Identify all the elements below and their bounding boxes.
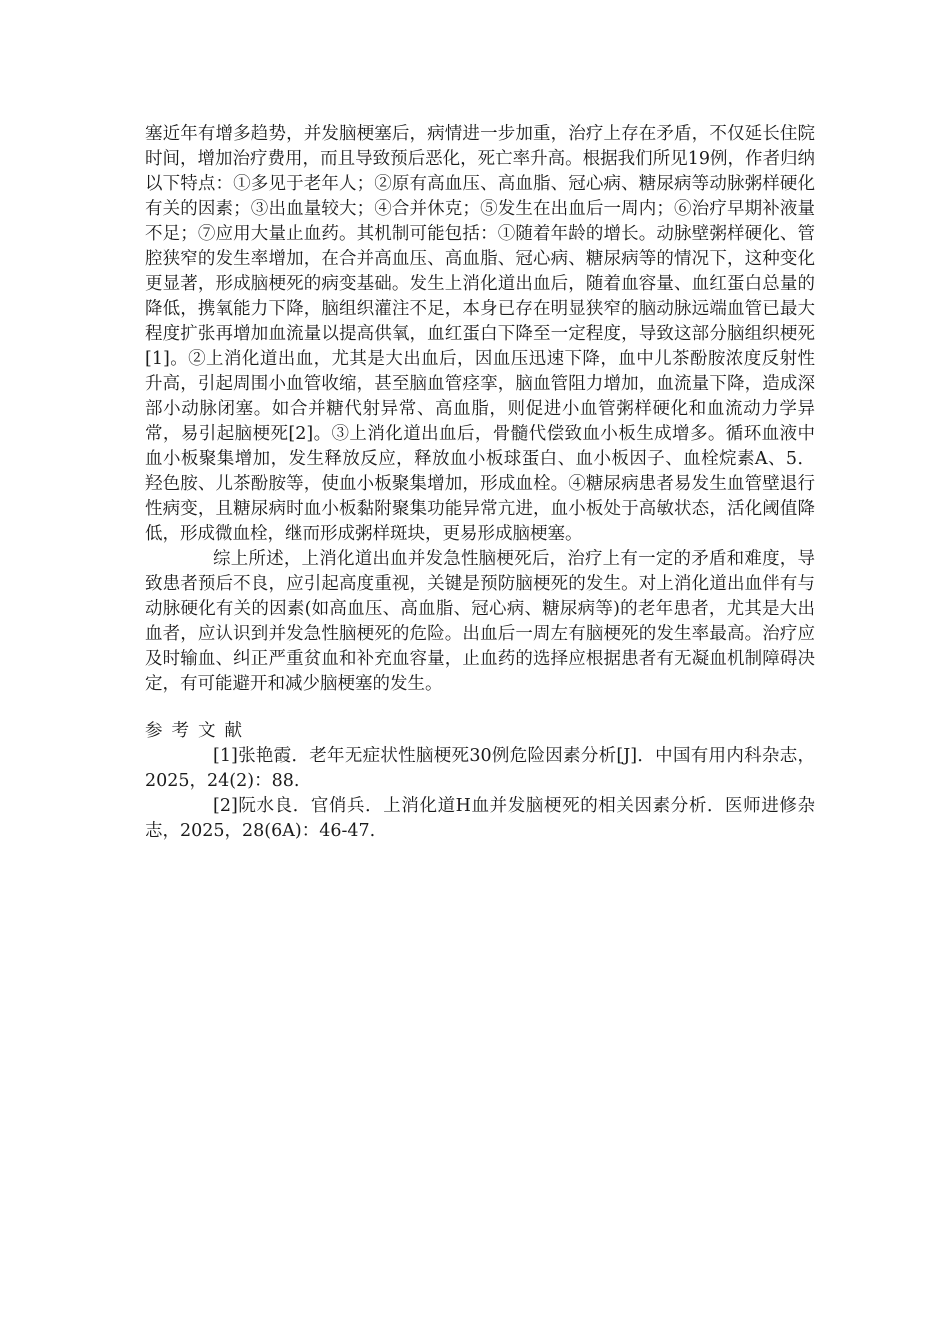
body-paragraph-mechanism: 塞近年有增多趋势，并发脑梗塞后，病情进一步加重，治疗上存在矛盾，不仅延长住院时间，增加治疗费用，而且导致预后恶化，死亡率升高。根据我们所见19例，作者归纳以下特点：①多见于老年人；②原有高血压、高血脂、冠心病、糖尿病等动脉粥样硬化有关的因素；③出血量较大；④合并休克；⑤发生在出血后一周内；⑥治疗早期补液量不足；⑦应用大量止血药。其机制可能包括：①随着年龄的增长。动脉壁粥样硬化、管腔狭窄的发生率增加，在合并高血压、高血脂、冠心病、糖尿病等的情况下，这种变化更显著，形成脑梗死的病变基础。发生上消化道出血后，随着血容量、血红蛋白总量的降低，携氧能力下降，脑组织灌注不足，本身已存在明显狭窄的脑动脉远端血管已最大程度扩张再增加血流量以提高供氧，血红蛋白下降至一定程度，导致这部分脑组织梗死[1]。②上消化道出血，尤其是大出血后，因血压迅速下降，血中儿茶酚胺浓度反射性升高，引起周围小血管收缩，甚至脑血管痉挛，脑血管阻力增加，血流量下降，造成深部小动脉闭塞。如合并糖代射异常、高血脂，则促进小血管粥样硬化和血流动力学异常，易引起脑梗死[2]。③上消化道出血后，骨髓代偿致血小板生成增多。循环血液中血小板聚集增加，发生释放反应，释放血小板球蛋白、血小板因子、血栓烷素A、5．羟色胺、儿茶酚胺等，使血小板聚集增加，形成血栓。④糖尿病患者易发生血管壁退行性病变，且糖尿病时血小板黏附聚集功能异常亢进，血小板处于高敏状态，活化阈值降低，形成微血栓，继而形成粥样斑块，更易形成脑梗塞。 bbox=[145, 124, 815, 544]
reference-item-2: [2]阮水良．官俏兵．上消化道H血并发脑梗死的相关因素分析．医师进修杂志，2025，28(6A)：46-47. bbox=[145, 796, 815, 841]
body-paragraph-conclusion: 综上所述，上消化道出血并发急性脑梗死后，治疗上有一定的矛盾和难度，导致患者预后不良，应引起高度重视，关键是预防脑梗死的发生。对上消化道出血伴有与动脉硬化有关的因素(如高血压、高血脂、冠心病、糖尿病等)的老年患者，尤其是大出血者，应认识到并发急性脑梗死的危险。出血后一周左有脑梗死的发生率最高。治疗应及时输血、纠正严重贫血和补充血容量，止血药的选择应根据患者有无凝血机制障碍决定，有可能避开和减少脑梗塞的发生。 bbox=[145, 549, 815, 694]
reference-item-1: [1]张艳霞．老年无症状性脑梗死30例危险因素分析[J]．中国有用内科杂志，2025，24(2)：88. bbox=[145, 746, 815, 791]
article-body bbox=[145, 122, 815, 844]
references-heading: 参考文献 bbox=[145, 721, 251, 741]
